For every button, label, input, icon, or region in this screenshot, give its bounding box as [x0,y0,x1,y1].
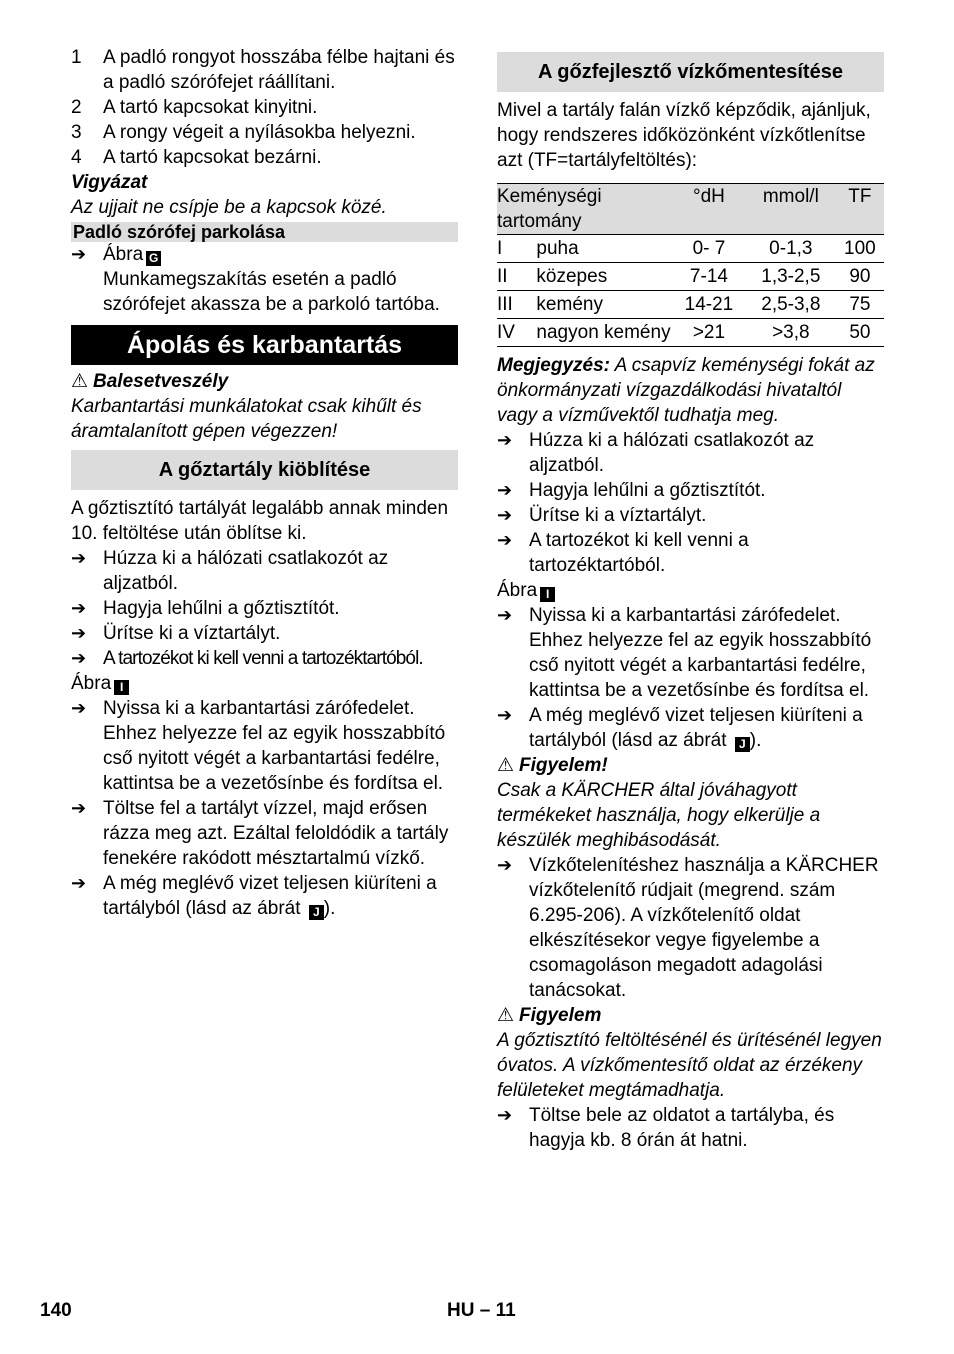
arrow-icon: ➔ [71,873,87,893]
rinse-step: ➔ Nyissa ki a karbantartási zárófedelet. Ehhez helyezze fel az egyik hosszabbító cső nyitott végét a karbantartási fedélre, kattintsa be a vezetősínbe és fordítsa el. [71,698,446,794]
table-row: IV nagyon kemény >21 >3,8 50 [497,319,884,347]
arrow-icon: ➔ [71,798,87,818]
arrow-icon: ➔ [71,698,87,718]
descale-intro: Mivel a tartály falán vízkő képződik, ajánljuk, hogy rendszeres időközönként vízkőtlenítse azt (TF=tartályfeltöltés): [497,100,871,171]
arrow-icon: ➔ [71,648,87,668]
figure-ref: Ábra I [71,671,458,696]
parking-figure-ref: ➔ Ábra G [71,242,458,267]
danger-title: ⚠ Balesetveszély [71,371,229,392]
rinse-step: ➔ A még meglévő vizet teljesen kiüríteni a tartályból (lásd az ábrát J ). [71,873,437,919]
descale-step: ➔ Nyissa ki a karbantartási zárófedelet. Ehhez helyezze fel az egyik hosszabbító cső nyitott végét a karbantartási fedélre, kattintsa be a vezetősínbe és fordítsa el. [497,605,872,701]
rinse-step: ➔ Töltse fel a tartályt vízzel, majd erősen rázza meg azt. Ezáltal feloldódik a tartály fenekére rakódott mésztartalmú vízkő. [71,798,449,869]
figure-letter-badge: I [540,587,555,602]
descale-step: ➔ Húzza ki a hálózati csatlakozót az aljzatból. [497,430,815,476]
arrow-icon: ➔ [497,605,513,625]
step-4: 4 A tartó kapcsokat bezárni. [71,147,322,168]
left-column [71,45,458,921]
descale-step: ➔ Hagyja lehűlni a gőztisztítót. [497,480,766,501]
caution-title: Vigyázat [71,172,148,193]
figure-ref: Ábra I [497,578,884,603]
page-number: 140 [40,1300,72,1321]
descale-step: ➔ A még meglévő vizet teljesen kiüríteni a tartályból (lásd az ábrát J ). [497,705,863,751]
page-label: HU – 11 [447,1300,516,1321]
table-row: III kemény 14-21 2,5-3,8 75 [497,291,884,319]
descale-step: ➔ Vízkőtelenítéshez használja a KÄRCHER vízkőtelenítő rúdjait (megrend. szám 6.295-206). A vízkőtelenítő oldat elkészítésekor vegye figyelembe a csomagoláson megadott adagolási tanácsokat. [497,855,879,1001]
attention2-title: ⚠ Figyelem [497,1005,602,1026]
warning-triangle-icon: ⚠ [71,371,89,392]
warning-triangle-icon: ⚠ [497,755,515,776]
descale-step: ➔ Ürítse ki a víztartályt. [497,505,707,526]
arrow-icon: ➔ [497,530,513,550]
arrow-icon: ➔ [71,244,87,264]
arrow-icon: ➔ [497,430,513,450]
danger-text: Karbantartási munkálatokat csak kihűlt és áramtalanított gépen végezzen! [71,396,422,442]
parking-text: Munkamegszakítás esetén a padló szórófejet akassza be a parkoló tartóba. [103,269,440,315]
rinse-step: ➔ Húzza ki a hálózati csatlakozót az aljzatból. [71,548,389,594]
hardness-table [497,183,884,347]
table-row: II közepes 7-14 1,3-2,5 90 [497,263,884,291]
arrow-icon: ➔ [497,480,513,500]
rinse-heading: A gőztartály kiöblítése [71,450,458,490]
descale-step: ➔ Töltse bele az oldatot a tartályba, és hagyja kb. 8 órán át hatni. [497,1105,835,1151]
step-3: 3 A rongy végeit a nyílásokba helyezni. [71,122,416,143]
descale-heading: A gőzfejlesztő vízkőmentesítése [497,52,884,92]
rinse-step: ➔ Ürítse ki a víztartályt. [71,623,281,644]
arrow-icon: ➔ [497,505,513,525]
rinse-intro: A gőztisztító tartályát legalább annak minden 10. feltöltése után öblítse ki. [71,498,449,544]
arrow-icon: ➔ [497,705,513,725]
right-column [497,45,884,1153]
step-2: 2 A tartó kapcsokat kinyitni. [71,97,318,118]
arrow-icon: ➔ [71,548,87,568]
figure-letter-badge: J [309,905,324,920]
parking-heading: Padló szórófej parkolása [71,222,458,242]
section-heading: Ápolás és karbantartás [71,325,458,365]
table-header-row: Keménységi tartomány °dH mmol/l TF [497,184,884,235]
table-row: I puha 0- 7 0-1,3 100 [497,235,884,263]
arrow-icon: ➔ [71,623,87,643]
step-1: 1 A padló rongyot hosszába félbe hajtani és a padló szórófejet ráállítani. [71,47,455,93]
rinse-step: ➔ Hagyja lehűlni a gőztisztítót. [71,598,340,619]
figure-letter-badge: G [146,251,161,266]
arrow-icon: ➔ [497,1105,513,1125]
rinse-step: ➔ A tartozékot ki kell venni a tartozéktartóból. [71,648,423,669]
attention-text: Csak a KÄRCHER által jóváhagyott termékeket használja, hogy elkerülje a készülék meghibásodását. [497,780,821,851]
attention-title: ⚠ Figyelem! [497,755,608,776]
arrow-icon: ➔ [497,855,513,875]
figure-letter-badge: I [114,680,129,695]
note: Megjegyzés: A csapvíz keménységi fokát az önkormányzati vízgazdálkodási hivataltól vagy a vízművektől tudhatja meg. [497,355,875,426]
figure-letter-badge: J [735,737,750,752]
caution-text: Az ujjait ne csípje be a kapcsok közé. [71,197,387,218]
warning-triangle-icon: ⚠ [497,1005,515,1026]
descale-step: ➔ A tartozékot ki kell venni a tartozéktartóból. [497,530,749,576]
attention2-text: A gőztisztító feltöltésénél és ürítésénél legyen óvatos. A vízkőmentesítő oldat az érzékeny felületeket megtámadhatja. [497,1030,882,1101]
arrow-icon: ➔ [71,598,87,618]
